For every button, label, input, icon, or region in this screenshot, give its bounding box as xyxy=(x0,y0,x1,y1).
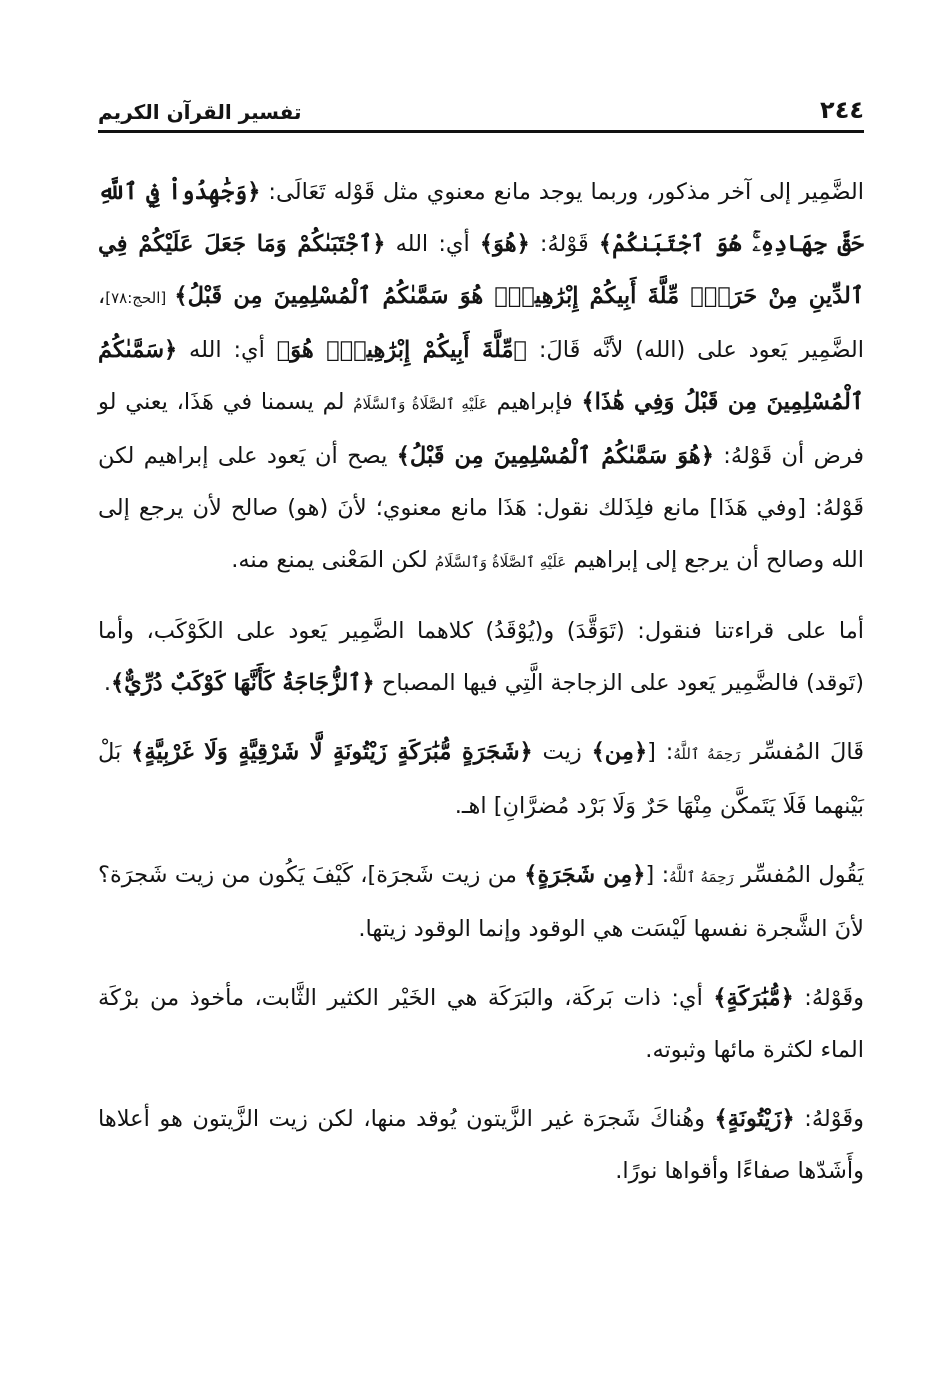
header-rule xyxy=(98,130,864,133)
paragraph-5 xyxy=(98,972,864,1076)
paragraph-text: . xyxy=(103,670,111,696)
book-title: تفسير القرآن الكريم xyxy=(98,100,302,124)
paragraph-text: فإبراهيم xyxy=(487,389,582,415)
quran-verse: ﴿سَمَّىٰكُمُ ٱلْمُسْلِمِينَ مِن قَبْلُ وَفِي هَٰذَا﴾ xyxy=(98,337,864,415)
paragraph-text: ، الضَّمِير يَعود على (الله) لأنَّه قَالَ: xyxy=(98,283,864,363)
quran-verse: ﴿مِن شَجَرَةٍ﴾ xyxy=(524,862,646,888)
paragraph-text: وقَوْلهُ: xyxy=(794,1106,864,1132)
paragraph-text: لم يسمنا في هَذَا، يعني لو فرض أن قَوْلهُ: xyxy=(98,389,865,469)
paragraph-1 xyxy=(98,166,864,588)
quran-verse: ﴿وَجَٰهِدُواْ فِي ٱللَّهِ حَقَّ جِهَادِهِۦۚ هُوَ ٱجْتَبَىٰكُمْ﴾ xyxy=(98,179,864,257)
paragraph-2 xyxy=(98,605,864,709)
honorific: رَحِمَهُ ٱللَّهُ xyxy=(669,868,734,886)
quran-verse: ﴿مِّلَّةَ أَبِيكُمْ إِبْرَٰهِيمَۚ هُوَ﴾ xyxy=(276,337,528,363)
paragraph-text: أي: الله xyxy=(177,337,277,363)
paragraph-text: وهُناكَ شَجرَة غير الزَّيتون يُوقد منها، لكن زيت الزَّيتون هو أعلاها وأَشَدّها صفاءًا وأقواها نورًا. xyxy=(98,1106,864,1184)
paragraph-text: : [ xyxy=(647,739,674,765)
paragraph-text: أما على قراءتنا فنقول: (تَوَقَّدَ) و(يُوْقَدُ) كلاهما الضَّمِير يَعود على الكَوْكَب، وأما (تَوقد) فالضَّمِير يَعود على الزجاجة الَّتِي فيها المصباح xyxy=(98,618,864,696)
paragraph-text: أي: الله xyxy=(385,231,480,257)
quran-verse: ﴿مُّبَٰرَكَةٍ﴾ xyxy=(713,985,794,1011)
quran-verse: ﴿هُوَ سَمَّىٰكُمُ ٱلْمُسْلِمِينَ مِن قَبْلُ﴾ xyxy=(396,443,714,469)
page-number: ٢٤٤ xyxy=(820,96,864,124)
paragraph-text: : [ xyxy=(645,862,670,888)
paragraph-4 xyxy=(98,849,864,955)
paragraph-text: يَقُول المُفسِّر xyxy=(733,862,864,888)
page-header xyxy=(98,96,864,124)
quran-verse: ﴿زَيْتُونَةٍ﴾ xyxy=(714,1106,795,1132)
paragraph-text: زيت xyxy=(532,739,592,765)
paragraph-text: يصح أن يَعود على إبراهيم لكن قَوْلهُ: [وفي هَذَا] مانع فلِذَلك نقول: هَذَا مانع معنوي؛ لأنَ (هو) صالح لأن يرجع إلى الله وصالح أن يرجع إلى إبراهيم xyxy=(98,443,864,573)
quran-verse: ﴿ٱلزُّجَاجَةُ كَأَنَّهَا كَوْكَبٌ دُرِّيٌّ﴾ xyxy=(110,670,375,696)
honorific: عَلَيْهِ ٱلصَّلَاةُ وَٱلسَّلَامُ xyxy=(353,395,488,413)
honorific: عَلَيْهِ ٱلصَّلَاةُ وَٱلسَّلَامُ xyxy=(434,553,567,571)
paragraph-text: وقَوْلهُ: xyxy=(793,985,864,1011)
paragraph-text: لكن المَعْنى يمنع منه. xyxy=(231,547,435,573)
quran-verse: ﴿شَجَرَةٍ مُّبَٰرَكَةٍ زَيْتُونَةٍ لَّا شَرْقِيَّةٍ وَلَا غَرْبِيَّةٍ﴾ xyxy=(131,739,533,765)
paragraph-text: أي: ذات بَركَة، والبَرَكَة هي الخَيْر الكثير الثَّابت، مأخوذ من برْكَة الماء لكثرة مائها وثبوته. xyxy=(98,985,864,1063)
paragraph-text: قَالَ المُفسِّر xyxy=(740,739,864,765)
paragraph-text: قَوْلهُ: xyxy=(529,231,599,257)
quran-verse: ﴿مِن﴾ xyxy=(591,739,648,765)
paragraph-text: من زيت شَجرَة]، كَيْفَ يَكُون من زيت شَجرَة؟ لأنَ الشَّجرة نفسها لَيْسَت هي الوقود وإنما الوقود زيتها. xyxy=(98,862,864,942)
honorific: رَحِمَهُ ٱللَّهُ xyxy=(673,745,741,763)
paragraph-6 xyxy=(98,1093,864,1197)
page-body xyxy=(98,166,864,1214)
quran-verse: ﴿ٱجْتَبَىٰكُمْ وَمَا جَعَلَ عَلَيْكُمْ فِي ٱلدِّينِ مِنْ حَرَجٍۚ مِّلَّةَ أَبِيكُمْ إِبْرَٰهِيمَۚ هُوَ سَمَّىٰكُمُ ٱلْمُسْلِمِينَ مِن قَبْلُ﴾ xyxy=(98,231,865,309)
quran-verse: ﴿هُوَ﴾ xyxy=(479,231,530,257)
paragraph-text: بَلْ بَيْنهما فَلَا يَتَمكَّن مِنْهَا حَرٌ وَلَا بَرْد مُضرَّانِ] اهـ. xyxy=(98,739,864,819)
paragraph-3 xyxy=(98,726,864,832)
honorific: [الحج:٧٨] xyxy=(105,289,175,307)
paragraph-text: الضَّمِير إلى آخر مذكور، وربما يوجد مانع معنوي مثل قَوْله تَعَالَى: xyxy=(260,179,864,205)
